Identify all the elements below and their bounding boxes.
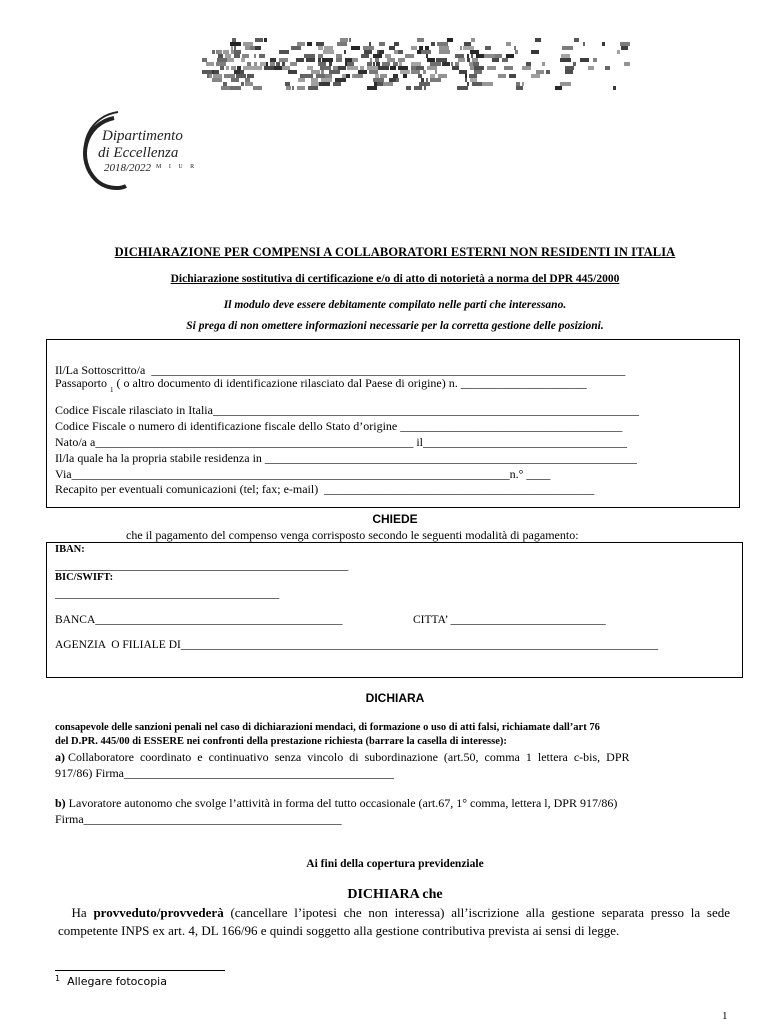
recapito-field[interactable]: Recapito per eventuali comunicazioni (tel; fax; e-mail) _____________________________________________ — [55, 482, 595, 496]
previdenza-paragraph: Ha provveduto/provvederà (cancellare l’ipotesi che non interessa) all’iscrizione alla gestione separata presso la sede competente INPS ex art. 4, DL 166/96 e quindi soggetto alla gestione contributiva prevista ai sensi di legge. — [58, 905, 730, 938]
dichiara-heading: DICHIARA — [365, 691, 425, 705]
document-subtitle: Dichiarazione sostitutiva di certificazione e/o di atto di notorietà a norma del DPR 445/2000 — [170, 273, 620, 285]
iban-field[interactable]: ___________________________________________________ — [55, 560, 349, 572]
page-number: 1 — [722, 1010, 728, 1022]
option-b-line-1[interactable]: b) Lavoratore autonomo che svolge l’attività in forma del tutto occasionale (art.67, 1° comma, lettera l, DPR 917/86) — [55, 796, 618, 810]
banca-field[interactable]: BANCA___________________________________________ — [55, 614, 343, 626]
document-title: DICHIARAZIONE PER COMPENSI A COLLABORATORI ESTERNI NON RESIDENTI IN ITALIA — [114, 245, 676, 259]
bic-field[interactable]: _______________________________________ — [55, 588, 280, 600]
passaporto-field[interactable]: Passaporto $_1$ ( o altro documento di identificazione rilasciato dal Paese di origine) n. _____________________ — [55, 376, 587, 394]
option-a-line-1[interactable]: a) Collaboratore coordinato e continuativo senza vincolo di subordinazione (art.50, comma 1 lettera c-bis, DPR — [55, 750, 630, 764]
instruction-note-1: Il modulo deve essere debitamente compilato nelle parti che interessano. — [223, 299, 567, 311]
header-banner — [185, 38, 630, 90]
chiede-heading: CHIEDE — [372, 512, 418, 526]
iban-label: IBAN: — [55, 544, 85, 555]
bic-label: BIC/SWIFT: — [55, 572, 114, 583]
previdenza-heading: Ai fini della copertura previdenziale — [306, 858, 484, 870]
chiede-text: che il pagamento del compenso venga corrisposto secondo le seguenti modalità di pagamento: — [126, 528, 579, 542]
dichiara-intro-1: consapevole delle sanzioni penali nel caso di dichiarazioni mendaci, di formazione o uso di atti falsi, richiamate dall’art 76 — [55, 722, 600, 733]
footnote-rule — [55, 970, 225, 971]
instruction-note-2: Si prega di non omettere informazioni necessarie per la corretta gestione delle posizioni. — [186, 320, 604, 332]
via-field[interactable]: Via_________________________________________________________________________n.° ____ — [55, 467, 551, 481]
codice-fiscale-estero-field[interactable]: Codice Fiscale o numero di identificazione fiscale dello Stato d’origine _____________________________________ — [55, 419, 623, 433]
sottoscritto-field[interactable]: Il/La Sottoscritto/a _______________________________________________________________________________ — [55, 363, 626, 377]
option-b-firma[interactable]: Firma___________________________________________ — [55, 812, 342, 826]
agenzia-field[interactable]: AGENZIA O FILIALE DI___________________________________________________________________________________ — [55, 639, 659, 651]
dichiara-intro-2: del D.PR. 445/00 di ESSERE nei confronti della prestazione richiesta (barrare la casella di interesse): — [55, 736, 507, 747]
dichiara-che-heading: DICHIARA che — [347, 887, 443, 902]
citta-field[interactable]: CITTA’ ___________________________ — [413, 614, 606, 626]
codice-fiscale-italia-field[interactable]: Codice Fiscale rilasciato in Italia_______________________________________________________________________ — [55, 403, 639, 417]
nascita-field[interactable]: Nato/a a_____________________________________________________ il__________________________________ — [55, 435, 627, 449]
option-a-firma[interactable]: 917/86) Firma_____________________________________________ — [55, 766, 394, 780]
footnote: $^1$ Allegare fotocopia — [55, 974, 167, 988]
dipartimento-eccellenza-logo: Dipartimento di Eccellenza 2018/2022 M I U R — [74, 110, 214, 192]
footnote-ref: 1 — [110, 386, 114, 394]
residenza-field[interactable]: Il/la quale ha la propria stabile residenza in ______________________________________________________________ — [55, 451, 637, 465]
